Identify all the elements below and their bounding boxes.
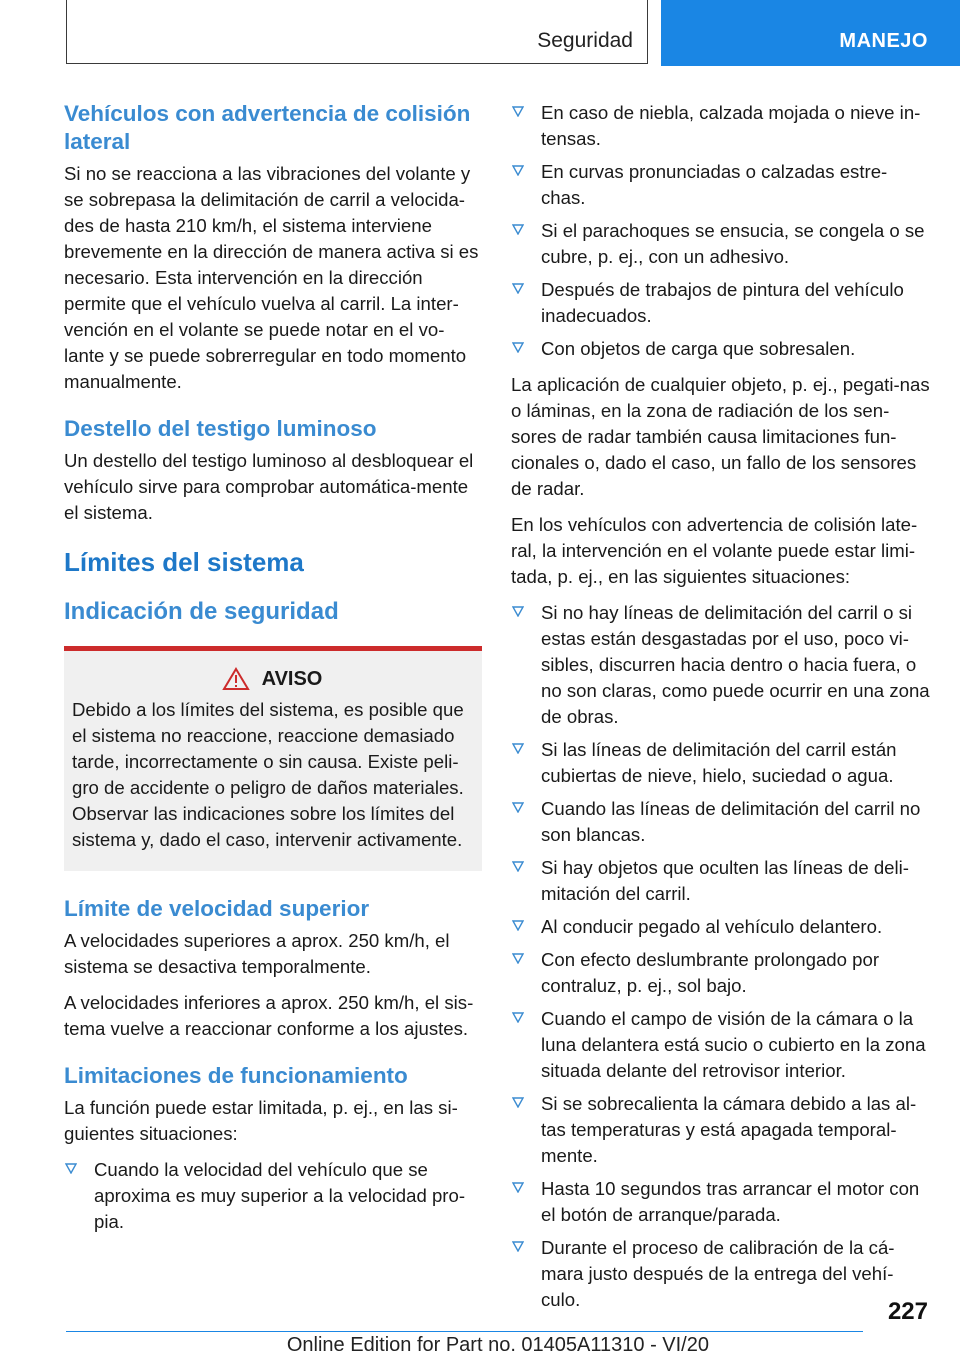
heading-safety-note: Indicación de seguridad	[64, 598, 339, 625]
limitations-list-right-2	[511, 600, 931, 1313]
paragraph-lateral-collision: Si no se reacciona a las vibraciones del volante y se sobrepasa la delimitación de carril a velocida-des de hasta 210 km/h, el sistema interviene brevemente en la dirección de manera activa si es necesario. Esta intervención en la dirección permite que el vehículo vuelva al carril. La inter-vención en el volante se puede notar en el vo-lante y se puede sobrerregular en todo momento manualmente.	[64, 163, 479, 392]
heading-indicator-flash: Destello del testigo luminoso	[64, 416, 377, 441]
list-item	[511, 947, 931, 999]
triangle-bullet-icon	[512, 282, 524, 294]
list-item	[511, 100, 931, 152]
triangle-bullet-icon	[512, 742, 524, 754]
list-item	[511, 1091, 931, 1169]
heading-function-limitations: Limitaciones de funcionamiento	[64, 1063, 408, 1088]
triangle-bullet-icon	[512, 1011, 524, 1023]
list-item-text: Durante el proceso de calibración de la cá-mara justo después de la entrega del vehí-culo.	[541, 1237, 895, 1310]
list-item	[511, 600, 931, 730]
header-frame	[66, 0, 648, 64]
right-column	[511, 100, 931, 1323]
list-item	[511, 159, 931, 211]
triangle-bullet-icon	[512, 105, 524, 117]
list-item-text: Cuando las líneas de delimitación del carril no son blancas.	[541, 798, 921, 845]
warning-triangle-icon	[222, 667, 250, 691]
list-item-text: Si hay objetos que oculten las líneas de deli-mitación del carril.	[541, 857, 909, 904]
list-item-text: Si el parachoques se ensucia, se congela o se cubre, p. ej., con un adhesivo.	[541, 220, 925, 267]
paragraph-speed-below: A velocidades inferiores a aprox. 250 km/h, el sis-tema vuelve a reaccionar conforme a los ajustes.	[64, 992, 474, 1039]
list-item-text: En curvas pronunciadas o calzadas estre-chas.	[541, 161, 888, 208]
paragraph-steering: En los vehículos con advertencia de colisión late-ral, la intervención en el volante puede estar limi-tada, p. ej., en las siguientes situaciones:	[511, 514, 918, 587]
warning-title: AVISO	[261, 667, 323, 690]
list-item	[511, 1235, 931, 1313]
list-item-text: Al conducir pegado al vehículo delantero.	[541, 916, 883, 937]
paragraph-speed-above: A velocidades superiores a aprox. 250 km/h, el sistema se desactiva temporalmente.	[64, 930, 450, 977]
triangle-bullet-icon	[65, 1162, 77, 1174]
warning-box	[64, 646, 482, 871]
warning-header	[72, 667, 472, 691]
paragraph-indicator-flash: Un destello del testigo luminoso al desbloquear el vehículo sirve para comprobar automática-mente el sistema.	[64, 450, 474, 523]
list-item-text: Con objetos de carga que sobresalen.	[541, 338, 856, 359]
list-item-text: Si las líneas de delimitación del carril están cubiertas de nieve, hielo, suciedad o agua.	[541, 739, 897, 786]
limitations-list-right-1	[511, 100, 931, 362]
warning-text: Debido a los límites del sistema, es posible que el sistema no reaccione, reaccione demasiado tarde, incorrectamente o sin causa. Existe peli-gro de accidente o peligro de daños materiales. Observar las indicaciones sobre los límites del sistema y, dado el caso, intervenir activamente.	[72, 699, 464, 850]
list-item-text: Si no hay líneas de delimitación del carril o si estas están desgastadas por el uso, poco vi-sibles, discurren hacia dentro o hacia fuera, o no son claras, como puede ocurrir en una zona de obras.	[541, 602, 930, 727]
triangle-bullet-icon	[512, 801, 524, 813]
paragraph-function-limitations: La función puede estar limitada, p. ej., en las si-guientes situaciones:	[64, 1097, 458, 1144]
triangle-bullet-icon	[512, 223, 524, 235]
left-column	[64, 100, 482, 1245]
heading-speed-limit: Límite de velocidad superior	[64, 896, 370, 921]
list-item-text: Con efecto deslumbrante prolongado por contraluz, p. ej., sol bajo.	[541, 949, 880, 996]
list-item	[511, 855, 931, 907]
triangle-bullet-icon	[512, 1181, 524, 1193]
heading-lateral-collision: Vehículos con advertencia de colisión lateral	[64, 101, 471, 154]
triangle-bullet-icon	[512, 605, 524, 617]
list-item	[511, 1176, 931, 1228]
list-item	[511, 1006, 931, 1084]
triangle-bullet-icon	[512, 919, 524, 931]
list-item-text: Cuando el campo de visión de la cámara o la luna delantera está sucio o cubierto en la zona situada delante del retrovisor interior.	[541, 1008, 926, 1081]
list-item-text: En caso de niebla, calzada mojada o nieve in-tensas.	[541, 102, 921, 149]
list-item	[511, 218, 931, 270]
chapter-tab[interactable]	[661, 0, 960, 66]
triangle-bullet-icon	[512, 1240, 524, 1252]
list-item	[511, 336, 931, 362]
footer-edition: Online Edition for Part no. 01405A11310 - VI/20	[286, 1334, 709, 1356]
list-item-text: Hasta 10 segundos tras arrancar el motor con el botón de arranque/parada.	[541, 1178, 920, 1225]
footer-divider	[66, 1331, 863, 1332]
triangle-bullet-icon	[512, 952, 524, 964]
page-number: 227	[887, 1298, 928, 1325]
heading-system-limits: Límites del sistema	[64, 547, 304, 577]
list-item-text: Si se sobrecalienta la cámara debido a las al-tas temperaturas y está apagada temporal-mente.	[541, 1093, 917, 1166]
list-item	[511, 277, 931, 329]
list-item	[511, 737, 931, 789]
list-item	[64, 1157, 482, 1235]
list-item-text: Después de trabajos de pintura del vehículo inadecuados.	[541, 279, 904, 326]
list-item	[511, 914, 931, 940]
triangle-bullet-icon	[512, 164, 524, 176]
chapter-tab-label: MANEJO	[839, 30, 928, 52]
list-item-text: Cuando la velocidad del vehículo que se aproxima es muy superior a la velocidad pro-pia.	[94, 1159, 466, 1232]
list-item	[511, 796, 931, 848]
triangle-bullet-icon	[512, 1096, 524, 1108]
triangle-bullet-icon	[512, 860, 524, 872]
section-title: Seguridad	[537, 29, 633, 52]
paragraph-radar: La aplicación de cualquier objeto, p. ej., pegati-nas o láminas, en la zona de radiación de los sen-sores de radar también causa limitaciones fun-cionales o, dado el caso, un fallo de los sensores de radar.	[511, 374, 930, 499]
limitations-list-left	[64, 1157, 482, 1235]
triangle-bullet-icon	[512, 341, 524, 353]
